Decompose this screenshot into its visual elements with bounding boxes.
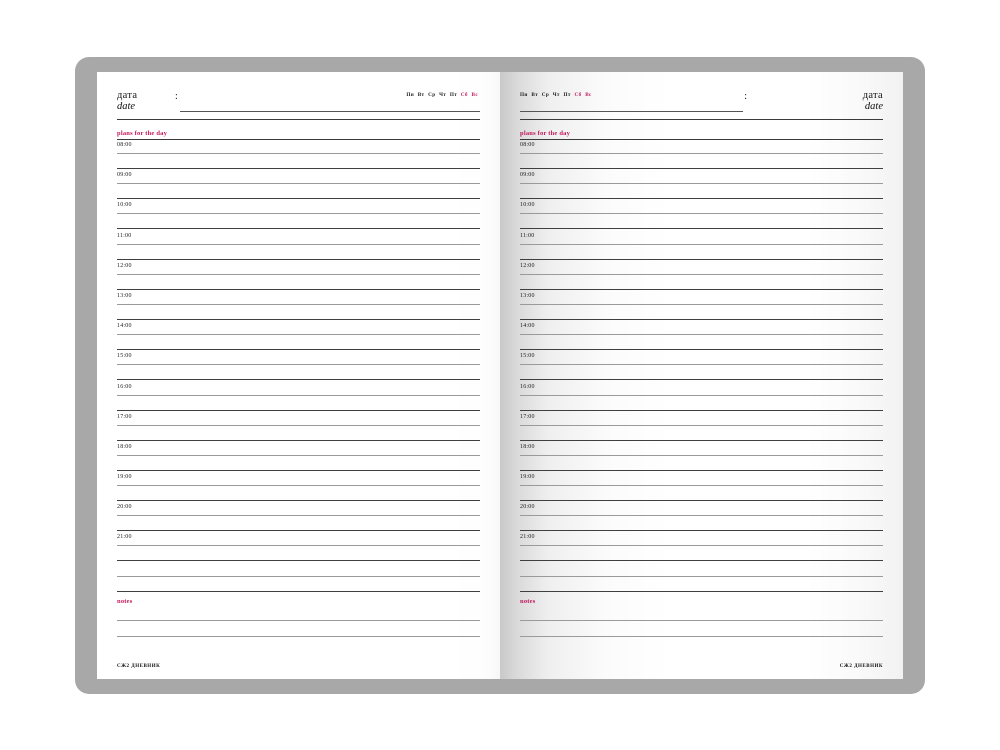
hour-halfline[interactable] [117,364,480,365]
weekday-strip-left [406,92,480,98]
hour-row[interactable] [117,291,480,321]
header-rule-left [117,119,480,120]
hour-fullline[interactable] [117,470,480,471]
hour-halfline[interactable] [117,153,480,154]
hour-fullline[interactable] [117,349,480,350]
weekday-tue[interactable]: Вт [417,92,425,98]
hour-halfline[interactable] [520,213,883,214]
hour-label: 20:00 [520,504,535,511]
hour-fullline[interactable] [520,440,883,441]
weekday-sat[interactable]: Сб [460,92,468,98]
hour-label: 18:00 [117,443,132,450]
hour-label: 13:00 [117,292,132,299]
hour-row[interactable] [520,291,883,321]
hour-row[interactable] [117,140,480,170]
hour-row[interactable] [520,502,883,532]
hour-halfline[interactable] [117,395,480,396]
date-write-line-left[interactable] [180,111,480,112]
hour-row[interactable] [520,170,883,200]
hour-label: 21:00 [117,534,132,541]
hour-label: 08:00 [520,142,535,148]
hour-row[interactable] [117,231,480,261]
hour-row[interactable] [520,442,883,472]
hour-label: 16:00 [520,383,535,390]
hour-halfline[interactable] [520,515,883,516]
hour-fullline[interactable] [117,289,480,290]
hour-fullline[interactable] [117,560,480,561]
hour-fullline[interactable] [117,500,480,501]
hour-label: 18:00 [520,443,535,450]
hour-halfline[interactable] [520,425,883,426]
hour-label: 12:00 [117,262,132,269]
hour-halfline[interactable] [117,304,480,305]
hour-fullline[interactable] [117,319,480,320]
hour-halfline[interactable] [520,455,883,456]
hour-fullline[interactable] [117,198,480,199]
weekday-mon[interactable]: Пн [520,92,528,98]
hour-label: 13:00 [520,292,535,299]
hour-label: 10:00 [117,202,132,209]
page-left-header [117,90,480,124]
hour-label: 17:00 [117,413,132,420]
hour-row[interactable] [520,321,883,351]
hour-grid-right [520,140,883,593]
hour-row[interactable] [520,382,883,412]
hour-label: 11:00 [117,232,132,239]
notes-lines-right [520,605,883,637]
hour-fullline[interactable] [117,168,480,169]
hour-row[interactable] [520,472,883,502]
hour-row[interactable] [117,382,480,412]
notes-line[interactable] [520,621,883,637]
hour-halfline[interactable] [520,183,883,184]
hour-halfline[interactable] [117,515,480,516]
page-right [500,72,903,679]
hour-fullline[interactable] [117,440,480,441]
hour-halfline[interactable] [520,274,883,275]
hour-fullline[interactable] [117,228,480,229]
hour-fullline[interactable] [117,591,480,592]
hour-row[interactable] [117,170,480,200]
hour-row[interactable] [117,472,480,502]
date-colon-left: : [175,91,178,102]
hour-halfline[interactable] [520,545,883,546]
hour-label: 19:00 [520,474,535,481]
notes-label-right: notes [520,597,536,605]
weekday-thu[interactable]: Чт [552,92,560,98]
hour-fullline[interactable] [520,228,883,229]
hour-fullline[interactable] [117,530,480,531]
weekday-sat[interactable]: Сб [574,92,582,98]
weekday-wed[interactable]: Ср [428,92,436,98]
date-label-en: date [117,101,136,112]
hour-fullline[interactable] [117,410,480,411]
notes-line[interactable] [117,621,480,637]
hour-label: 15:00 [520,353,535,360]
hour-row-blank[interactable] [520,563,883,593]
plans-label-left: plans for the day [117,130,168,137]
hour-halfline[interactable] [520,485,883,486]
footer-brand-right: СЖ2 ДНЕВНИК [839,664,883,669]
hour-fullline[interactable] [520,470,883,471]
weekday-mon[interactable]: Пн [406,92,415,98]
hour-label: 16:00 [117,383,132,390]
weekday-strip-right [520,92,594,98]
hour-fullline[interactable] [520,168,883,169]
hour-halfline[interactable] [117,576,480,577]
hour-fullline[interactable] [117,259,480,260]
hour-fullline[interactable] [520,591,883,592]
hour-fullline[interactable] [520,198,883,199]
hour-row[interactable] [117,412,480,442]
hour-row-blank[interactable] [117,563,480,593]
hour-halfline[interactable] [117,455,480,456]
page-right-header [520,90,883,124]
hour-label: 09:00 [520,172,535,179]
hour-label: 19:00 [117,474,132,481]
date-label-en: date [864,101,883,112]
hour-row[interactable] [520,351,883,381]
weekday-wed[interactable]: Ср [541,92,550,98]
hour-halfline[interactable] [117,213,480,214]
hour-halfline[interactable] [520,244,883,245]
hour-label: 08:00 [117,142,132,148]
hour-halfline[interactable] [520,395,883,396]
weekday-sun[interactable]: Вс [471,92,478,98]
hour-row[interactable] [117,321,480,351]
date-label-left [117,90,137,112]
hour-label: 21:00 [520,534,535,541]
hour-label: 12:00 [520,262,535,269]
hour-row[interactable] [520,532,883,562]
hour-row[interactable] [520,200,883,230]
weekday-sun[interactable]: Вс [585,92,592,98]
hour-row[interactable] [520,231,883,261]
hour-halfline[interactable] [117,183,480,184]
hour-label: 09:00 [117,172,132,179]
hour-halfline[interactable] [117,425,480,426]
hour-halfline[interactable] [520,364,883,365]
hour-label: 20:00 [117,504,132,511]
hour-row[interactable] [117,532,480,562]
page-left [97,72,500,679]
notes-line[interactable] [520,605,883,621]
hour-halfline[interactable] [117,274,480,275]
hour-row[interactable] [117,351,480,381]
date-label-right [863,90,883,112]
hour-label: 17:00 [520,413,535,420]
weekday-fri[interactable]: Пт [449,92,458,98]
hour-row[interactable] [520,261,883,291]
hour-fullline[interactable] [520,259,883,260]
hour-fullline[interactable] [520,319,883,320]
hour-fullline[interactable] [520,560,883,561]
weekday-thu[interactable]: Чт [439,92,447,98]
date-colon-right: : [744,91,747,102]
date-label-ru: дата [862,90,883,101]
hour-halfline[interactable] [520,576,883,577]
hour-row[interactable] [117,200,480,230]
hour-fullline[interactable] [520,500,883,501]
notes-label-left: notes [117,597,133,605]
planner-pages [97,72,903,679]
hour-label: 15:00 [117,353,132,360]
plans-label-right: plans for the day [520,130,571,137]
hour-halfline[interactable] [117,545,480,546]
hour-halfline[interactable] [117,334,480,335]
hour-fullline[interactable] [520,379,883,380]
hour-label: 14:00 [117,323,132,330]
header-rule-right [520,119,883,120]
weekday-tue[interactable]: Вт [531,92,539,98]
hour-halfline[interactable] [520,153,883,154]
hour-halfline[interactable] [520,334,883,335]
hour-fullline[interactable] [520,349,883,350]
hour-label: 11:00 [520,232,535,239]
hour-halfline[interactable] [520,304,883,305]
hour-fullline[interactable] [520,410,883,411]
notes-line[interactable] [117,605,480,621]
hour-fullline[interactable] [520,289,883,290]
hour-row[interactable] [520,412,883,442]
date-write-line-right[interactable] [520,111,743,112]
hour-label: 14:00 [520,323,535,330]
weekday-fri[interactable]: Пт [563,92,571,98]
hour-row[interactable] [520,140,883,170]
date-label-ru: дата [117,90,138,101]
hour-row[interactable] [117,442,480,472]
notes-lines-left [117,605,480,637]
footer-brand-left: СЖ2 ДНЕВНИК [117,664,161,669]
hour-row[interactable] [117,502,480,532]
hour-fullline[interactable] [520,530,883,531]
hour-halfline[interactable] [117,244,480,245]
hour-halfline[interactable] [117,485,480,486]
hour-label: 10:00 [520,202,535,209]
hour-row[interactable] [117,261,480,291]
hour-fullline[interactable] [117,379,480,380]
hour-grid-left [117,140,480,593]
